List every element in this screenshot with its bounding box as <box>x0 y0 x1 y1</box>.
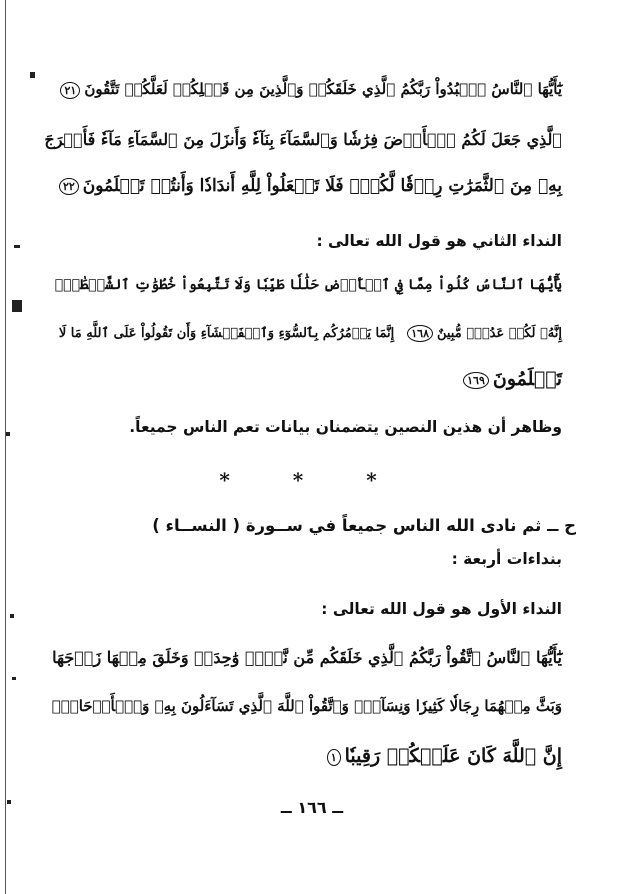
verse-text: وَبَثَّ مِنۡهُمَا رِجَالٗا كَثِيرٗا وَنِسَآءٗۚ وَٱتَّقُواْ ٱللَّهَ ٱلَّذِي تَسَآءَلُونَ بِهِۦ وَٱلۡأَرۡحَامَۚ <box>51 697 562 715</box>
verse-line <box>59 325 562 342</box>
section-paragraph: بنداءات أربعة : <box>451 550 562 568</box>
ayah-number-marker: ١٦٩ <box>463 372 489 389</box>
margin-mark <box>10 614 14 618</box>
ayah-number-marker: ٢٢ <box>59 178 79 195</box>
ayah-number-marker: ١٦٨ <box>407 325 433 342</box>
section-paragraph: ح ــ ثم نادى الله الناس جميعاً في ســورة ( النســاء ) <box>152 516 576 535</box>
ayah-number-marker: ٢١ <box>60 82 80 99</box>
verse-text: بِهِۦ مِنَ ٱلثَّمَرَٰتِ رِزۡقٗا لَّكُمۡۖ فَلَا تَجۡعَلُواْ لِلَّهِ أَندَادٗا وَأَنتُمۡ تَعۡلَمُونَ <box>82 176 562 196</box>
section-heading: النداء الثاني هو قول الله تعالى : <box>316 232 562 250</box>
margin-mark <box>6 432 10 436</box>
section-heading: النداء الأول هو قول الله تعالى : <box>321 600 562 618</box>
verse-line <box>56 80 562 99</box>
verse-line <box>459 368 562 390</box>
verse-text: إِنَّمَا يَأۡمُرُكُم بِٱلسُّوٓءِ وَٱلۡفَحۡشَآءِ وَأَن تَقُولُواْ عَلَى ٱللَّهِ مَا لَا <box>58 326 395 341</box>
margin-mark <box>30 72 35 78</box>
commentary-paragraph: وظاهر أن هذين النصين يتضمنان بيانات تعم الناس جميعاً. <box>129 418 562 436</box>
verse-text: إِنَّ ٱللَّهَ كَانَ عَلَيۡكُمۡ رَقِيبٗا <box>344 745 562 767</box>
verse-text: يَٰٓأَيُّهَا ٱلنَّاسُ كُلُواْ مِمَّا فِي ٱلۡأَرۡضِ حَلَٰلٗا طَيِّبٗا وَلَا تَتَّبِعُواْ خُطُوَٰتِ ٱلشَّيۡطَٰنِۚ <box>54 277 562 293</box>
verse-text: ٱلَّذِي جَعَلَ لَكُمُ ٱلۡأَرۡضَ فِرَٰشٗا وَٱلسَّمَآءَ بِنَآءٗ وَأَنزَلَ مِنَ ٱلسَّمَآءِ مَآءٗ فَأَخۡرَجَ <box>44 130 562 149</box>
verse-text: يَٰٓأَيُّهَا ٱلنَّاسُ ٱتَّقُواْ رَبَّكُمُ ٱلَّذِي خَلَقَكُم مِّن نَّفۡسٖ وَٰحِدَةٖ وَخَلَقَ مِنۡهَا زَوۡجَهَا <box>52 648 562 667</box>
verse-text: تَعۡلَمُونَ <box>492 368 562 390</box>
section-separator: * * * <box>219 468 405 492</box>
verse-line <box>323 745 562 767</box>
margin-mark <box>14 245 20 248</box>
verse-line <box>52 648 562 667</box>
page-number: ــ ١٦٦ ــ <box>280 798 344 817</box>
verse-line <box>52 697 562 715</box>
left-margin-rule <box>5 0 6 894</box>
verse-line <box>55 176 562 196</box>
verse-line <box>55 277 562 293</box>
verse-text: يَٰٓأَيُّهَا ٱلنَّاسُ ٱعۡبُدُواْ رَبَّكُمُ ٱلَّذِي خَلَقَكُمۡ وَٱلَّذِينَ مِن قَبۡلِكُمۡ لَعَلَّكُمۡ تَتَّقُونَ <box>84 80 562 98</box>
margin-mark <box>12 300 22 312</box>
margin-mark <box>12 677 16 680</box>
verse-line <box>44 130 562 149</box>
ayah-number-marker: ١ <box>327 749 341 766</box>
verse-text: إِنَّهُۥ لَكُمۡ عَدُوّٞ مُّبِينٌ <box>436 326 562 341</box>
